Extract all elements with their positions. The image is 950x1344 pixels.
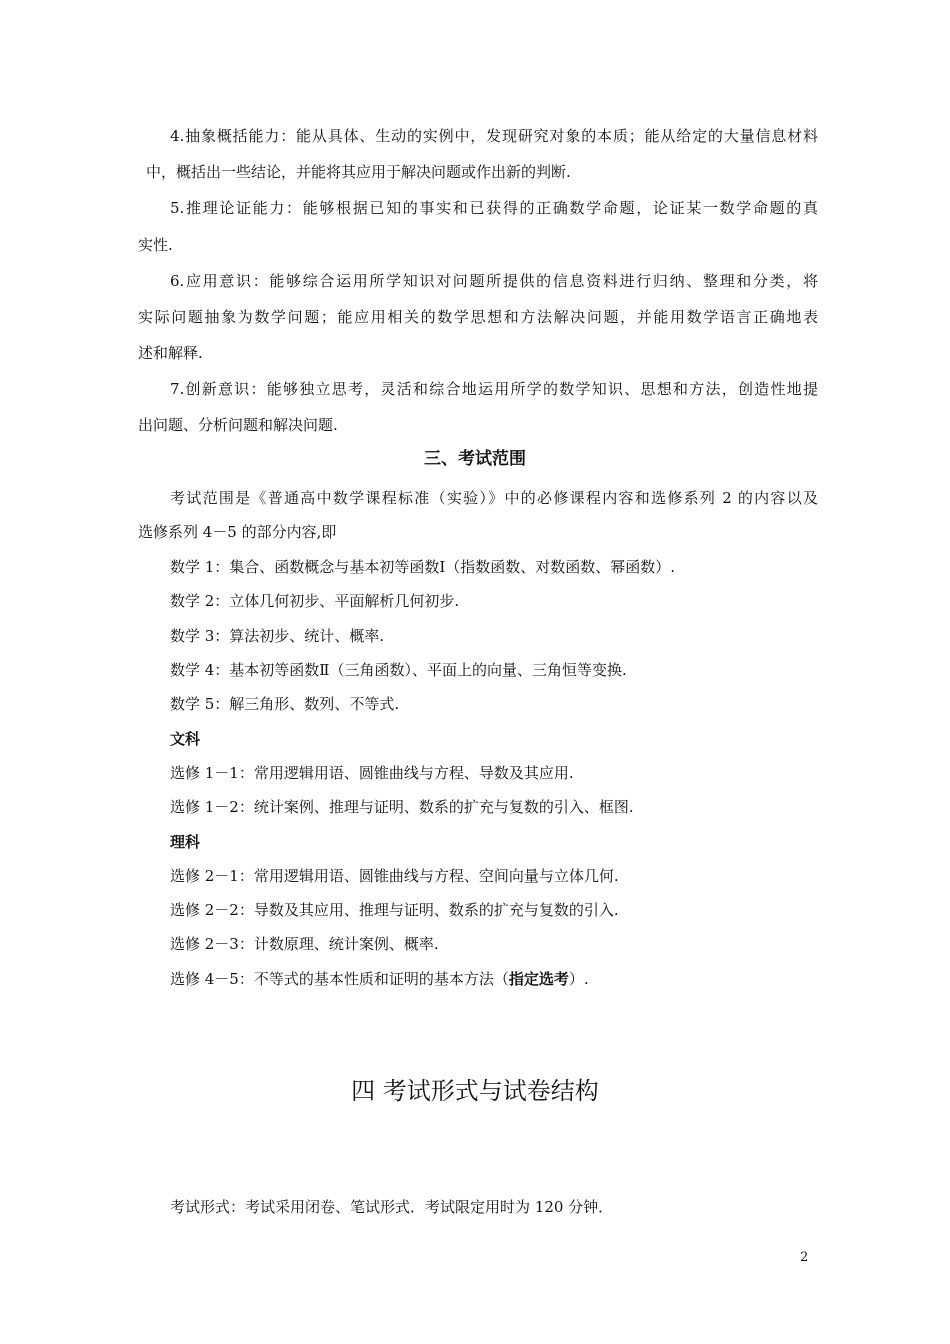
text-line: 述和解释. (138, 344, 203, 362)
list-item-sci4 (170, 969, 818, 989)
list-item-math4: 数学 4：基本初等函数Ⅱ（三角函数）、平面上的向量、三角恒等变换. (170, 661, 627, 679)
text-line: 4.抽象概括能力：能从具体、生动的实例中，发现研究对象的本质；能从给定的大量信息材料 (170, 127, 818, 145)
list-item-math5: 数学 5：解三角形、数列、不等式. (170, 695, 400, 713)
list-item-math2: 数学 2：立体几何初步、平面解析几何初步. (170, 592, 460, 610)
text-line: 选修系列 4－5 的部分内容,即 (138, 523, 337, 541)
text-span: ）. (568, 970, 589, 988)
emphasis-text: 指定选考 (508, 970, 569, 988)
subheading-science: 理科 (170, 833, 201, 851)
text-line: 5.推理论证能力：能够根据已知的事实和已获得的正确数学命题，论证某一数学命题的真 (170, 199, 818, 217)
section-heading-scope: 三、考试范围 (424, 449, 526, 469)
list-item-arts1: 选修 1－1：常用逻辑用语、圆锥曲线与方程、导数及其应用. (170, 764, 574, 782)
subheading-arts: 文科 (170, 730, 201, 748)
list-item-sci2: 选修 2－2：导数及其应用、推理与证明、数系的扩充与复数的引入. (170, 901, 619, 919)
text-line: 中，概括出一些结论，并能将其应用于解决问题或作出新的判断. (146, 163, 571, 181)
text-span: 选修 4－5：不等式的基本性质和证明的基本方法（ (170, 970, 509, 988)
text-line: 出问题、分析问题和解决问题. (138, 416, 338, 434)
text-line: 6.应用意识：能够综合运用所学知识对问题所提供的信息资料进行归纳、整理和分类，将 (170, 272, 818, 290)
list-item-math1: 数学 1：集合、函数概念与基本初等函数Ⅰ（指数函数、对数函数、幂函数）. (170, 558, 676, 576)
list-item-arts2: 选修 1－2：统计案例、推理与证明、数系的扩充与复数的引入、框图. (170, 798, 634, 816)
section-heading-exam-form: 四 考试形式与试卷结构 (351, 1077, 599, 1105)
text-line: 考试范围是《普通高中数学课程标准（实验）》中的必修课程内容和选修系列 2 的内容以及 (170, 489, 818, 507)
paragraph-exam-form: 考试形式：考试采用闭卷、笔试形式．考试限定用时为 120 分钟． (170, 1198, 614, 1216)
text-line: 7.创新意识：能够独立思考，灵活和综合地运用所学的数学知识、思想和方法，创造性地提 (170, 380, 818, 398)
list-item-math3: 数学 3：算法初步、统计、概率. (170, 627, 385, 645)
page-number: 2 (800, 1250, 809, 1265)
text-line: 实际问题抽象为数学问题；能应用相关的数学思想和方法解决问题，并能用数学语言正确地表 (138, 308, 818, 326)
list-item-sci1: 选修 2－1：常用逻辑用语、圆锥曲线与方程、空间向量与立体几何. (170, 867, 619, 885)
text-line: 实性. (138, 236, 173, 254)
list-item-sci3: 选修 2－3：计数原理、统计案例、概率. (170, 935, 439, 953)
